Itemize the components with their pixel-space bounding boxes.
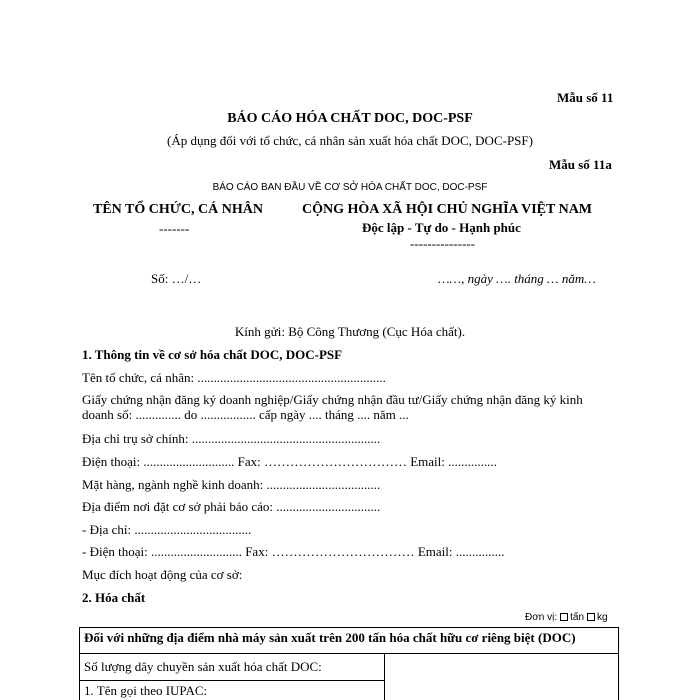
- organization-name-field: Tên tổ chức, cá nhân: ..........................................................: [82, 370, 386, 385]
- motto-divider: ---------------: [410, 236, 475, 251]
- sub-form-number: Mẫu số 11a: [549, 157, 612, 172]
- document-subtitle: (Áp dụng đối với tổ chức, cá nhân sản xuất hóa chất DOC, DOC-PSF): [167, 133, 533, 148]
- report-title: BÁO CÁO BAN ĐẦU VỀ CƠ SỞ HÓA CHẤT DOC, DOC-PSF: [212, 182, 488, 193]
- nation-name: CỘNG HÒA XÃ HỘI CHỦ NGHĨA VIỆT NAM: [302, 202, 593, 217]
- head-office-address-field: Địa chỉ trụ sở chính: ..........................................................: [82, 431, 381, 446]
- facility-address-field: - Địa chỉ: ....................................: [82, 522, 252, 537]
- production-lines-value-cell: [385, 654, 619, 700]
- document-number: Số: …/…: [151, 271, 202, 286]
- business-registration-line-2: doanh số: .............. do ................. cấp ngày .... tháng .... năm ...: [82, 407, 409, 422]
- unit-kg-label: kg: [597, 612, 608, 623]
- facility-location-field: Địa điểm nơi đặt cơ sở phải báo cáo: ................................: [82, 499, 381, 514]
- chemical-table: [79, 627, 619, 700]
- section-2-heading: 2. Hóa chất: [82, 590, 146, 605]
- unit-label: Đơn vị:: [525, 612, 558, 623]
- form-number: Mẫu số 11: [557, 90, 614, 105]
- business-lines-field: Mặt hàng, ngành nghề kinh doanh: ...................................: [82, 477, 381, 492]
- facility-purpose-field: Mục đích hoạt động của cơ sở:: [82, 567, 243, 582]
- addressee: Kính gửi: Bộ Công Thương (Cục Hóa chất).: [234, 324, 466, 339]
- production-lines-cell: Số lượng dây chuyền sản xuất hóa chất DOC:: [80, 654, 385, 681]
- section-1-heading: 1. Thông tin về cơ sở hóa chất DOC, DOC-PSF: [82, 347, 343, 362]
- document-title: BÁO CÁO HÓA CHẤT DOC, DOC-PSF: [227, 111, 473, 126]
- unit-ton-checkbox[interactable]: [560, 613, 568, 621]
- contact-field: Điện thoại: ............................ Fax: …………………………… Email: ...............: [82, 454, 497, 469]
- organization-name-label: TÊN TỔ CHỨC, CÁ NHÂN: [93, 202, 263, 217]
- table-row: [80, 654, 619, 681]
- table-header-row: [80, 628, 619, 654]
- unit-ton-label: tấn: [570, 612, 585, 623]
- facility-contact-field: - Điện thoại: ............................ Fax: …………………………… Email: ...............: [82, 544, 505, 559]
- business-registration-line-1: Giấy chứng nhận đăng ký doanh nghiệp/Giấy chứng nhận đầu tư/Giấy chứng nhận đăng ký kinh: [82, 392, 583, 407]
- table-header-cell: Đối với những địa điểm nhà máy sản xuất trên 200 tấn hóa chất hữu cơ riêng biệt (DOC): [80, 628, 619, 654]
- unit-kg-checkbox[interactable]: [587, 613, 595, 621]
- national-motto: Độc lập - Tự do - Hạnh phúc: [362, 220, 521, 235]
- document-date: ……, ngày …. tháng … năm…: [438, 271, 596, 286]
- unit-selector: [525, 612, 608, 623]
- organization-divider: -------: [159, 221, 190, 236]
- iupac-name-cell: 1. Tên gọi theo IUPAC:: [80, 681, 385, 700]
